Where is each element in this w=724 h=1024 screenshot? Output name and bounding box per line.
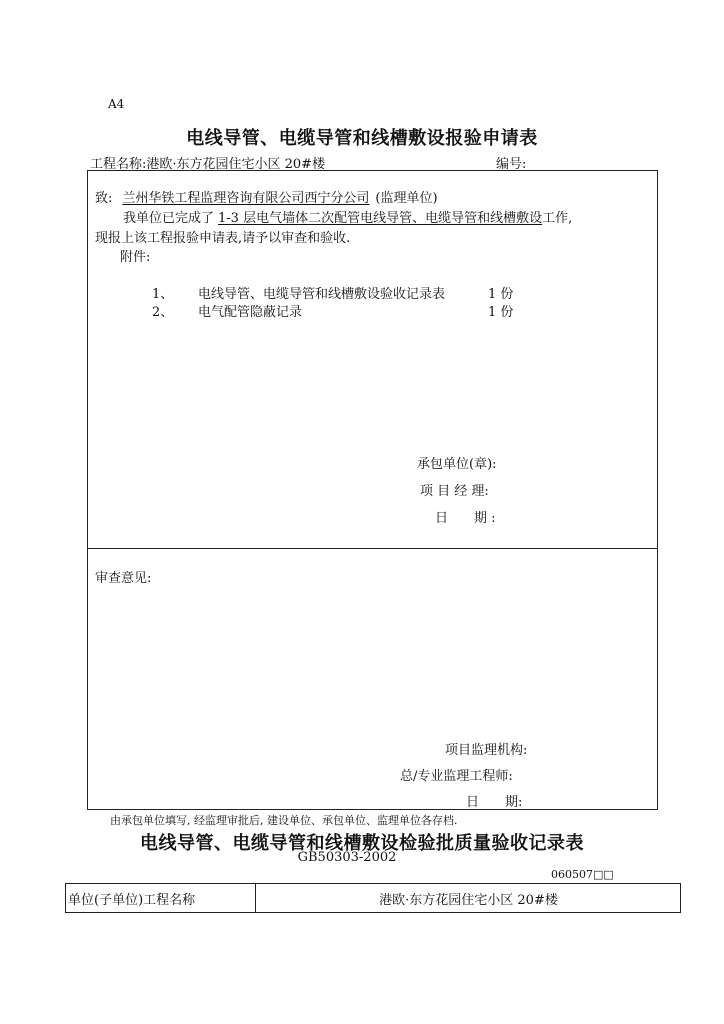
body-line-1	[123, 207, 572, 226]
attachments-label: 附件:	[120, 250, 151, 265]
project-manager-label: 项 目 经 理:	[420, 484, 489, 499]
unit-project-label: 单位(子单位)工程名称	[68, 893, 196, 908]
chief-engineer-label: 总/专业监理工程师:	[400, 769, 513, 784]
completed-work: 1-3 层电气墙体二次配管电线导管、电缆导管和线槽敷设	[218, 211, 543, 226]
standard-code: GB50303-2002	[297, 850, 397, 865]
form1-divider	[87, 548, 658, 549]
attachment-1-num: 1、	[152, 287, 174, 302]
supervision-company: 兰州华铁工程监理咨询有限公司西宁分公司	[122, 191, 370, 206]
attachment-2-num: 2、	[152, 305, 174, 320]
serial-number-label: 编号:	[496, 157, 527, 172]
distribution-footnote: 由承包单位填写, 经监理审批后, 建设单位、承包单位、监理单位各存档.	[110, 814, 458, 827]
unit-project-value: 港欧·东方花园住宅小区 20#楼	[379, 893, 558, 908]
project-name-label: 工程名称:港欧·东方花园住宅小区 20#楼	[90, 157, 326, 172]
body-suffix: 工作,	[542, 211, 573, 226]
body-prefix: 我单位已完成了	[123, 211, 215, 226]
form1-box	[87, 170, 658, 810]
body-line-2: 现报上该工程报验申请表,请予以审查和验收.	[95, 231, 351, 246]
attachment-1-name: 电线导管、电缆导管和线槽敷设验收记录表	[198, 287, 446, 302]
attachment-2-name: 电气配管隐蔽记录	[198, 305, 303, 320]
form1-title: 电线导管、电缆导管和线槽敷设报验申请表	[186, 128, 538, 149]
addressee-suffix: (监理单位)	[375, 191, 438, 206]
date-label-supervision: 日 期:	[466, 795, 523, 810]
contractor-seal-label: 承包单位(章):	[417, 457, 497, 472]
attachment-2-qty: 1 份	[488, 305, 514, 320]
supervision-org-label: 项目监理机构:	[445, 743, 528, 758]
date-label-contractor: 日 期 :	[435, 511, 496, 526]
addressee-line	[95, 187, 438, 206]
form2-title: 电线导管、电缆导管和线槽敷设检验批质量验收记录表	[140, 833, 584, 854]
form-code: 060507□□	[551, 868, 614, 881]
addressee-prefix: 致:	[95, 191, 113, 206]
attachment-1-qty: 1 份	[488, 287, 514, 302]
review-opinion-label: 审查意见:	[95, 571, 152, 586]
page-size-label: A4	[108, 97, 125, 111]
